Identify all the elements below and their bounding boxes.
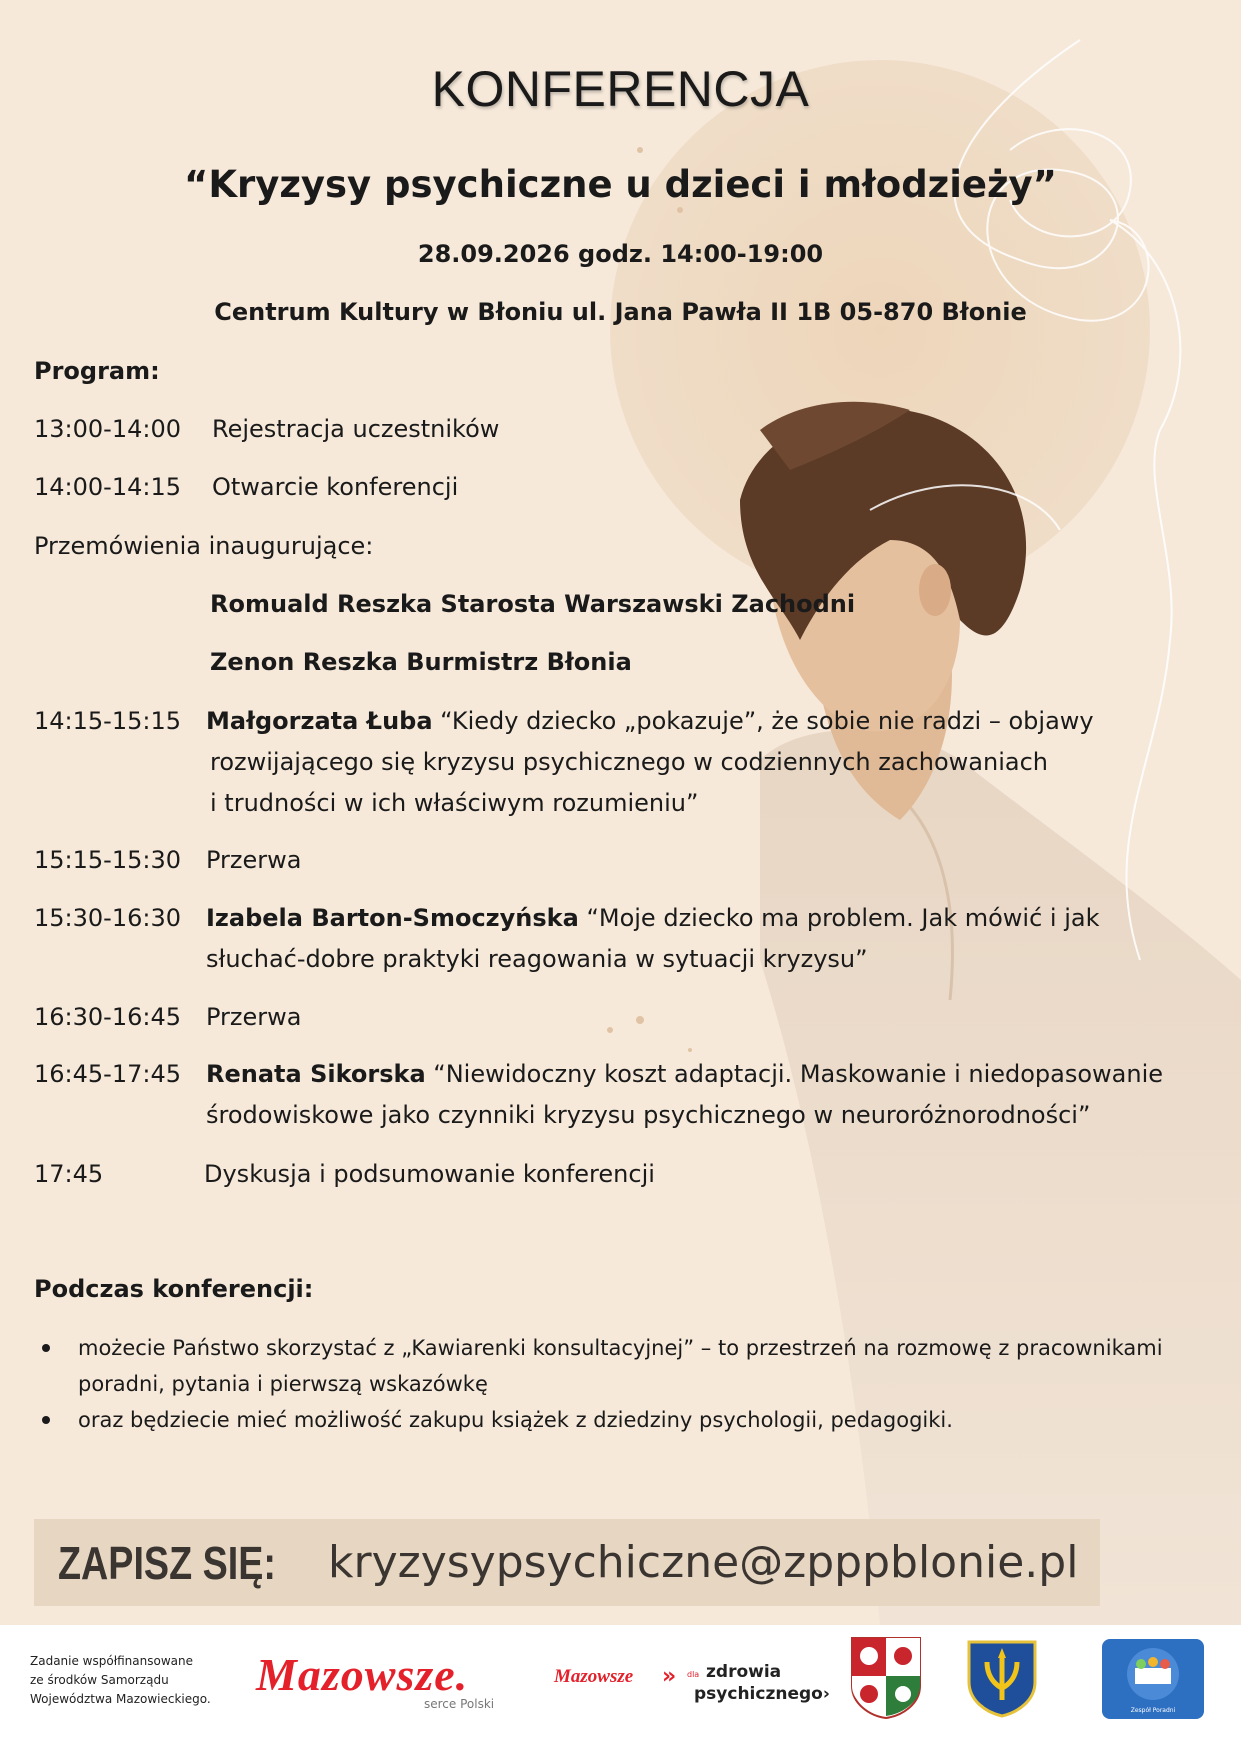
lecture-speaker: Renata Sikorska bbox=[206, 1060, 426, 1088]
signup-email-link[interactable]: kryzysypsychiczne@zpppblonie.pl bbox=[328, 1537, 1079, 1588]
program-lecture-text bbox=[206, 1054, 1206, 1136]
speaker-burmistrz: Zenon Reszka Burmistrz Błonia bbox=[210, 648, 632, 676]
lecture-speaker: Małgorzata Łuba bbox=[206, 707, 433, 735]
signup-banner bbox=[34, 1519, 1100, 1606]
mazowsze-logo: Mazowsze. bbox=[256, 1649, 469, 1700]
conference-date: 28.09.2026 godz. 14:00-19:00 bbox=[417, 240, 824, 268]
county-coat-of-arms-icon bbox=[850, 1636, 922, 1720]
campaign-small: dla bbox=[687, 1670, 700, 1679]
list-item: możecie Państwo skorzystać z „Kawiarenki konsultacyjnej” – to przestrzeń na rozmowę z pracownikami poradni, pytania i pierwszą wskazówkę bbox=[34, 1330, 1194, 1402]
program-text: Rejestracja uczestników bbox=[212, 415, 500, 443]
mazowsze-tagline: serce Polski bbox=[424, 1697, 495, 1711]
during-list bbox=[34, 1330, 1194, 1438]
school-badge-text: Zespół Poradni bbox=[1130, 1707, 1176, 1714]
lecture-title-line: “Moje dziecko ma problem. Jak mówić i jak bbox=[578, 904, 1100, 932]
conference-venue: Centrum Kultury w Błoniu ul. Jana Pawła II 1B 05-870 Błonie bbox=[214, 298, 1027, 326]
speeches-heading: Przemówienia inaugurujące: bbox=[34, 532, 374, 560]
lecture-title-line: rozwijającego się kryzysu psychicznego w codziennych zachowaniach bbox=[210, 748, 1048, 776]
funding-note-line: ze środków Samorządu bbox=[30, 1673, 169, 1687]
signup-label: ZAPISZ SIĘ: bbox=[58, 1536, 276, 1589]
town-coat-of-arms-icon bbox=[965, 1638, 1039, 1718]
lecture-title-line: i trudności w ich właściwym rozumieniu” bbox=[210, 789, 699, 817]
campaign-line1: zdrowia bbox=[706, 1662, 782, 1682]
lecture-title-line: słuchać-dobre praktyki reagowania w sytuacji kryzysu” bbox=[206, 945, 868, 973]
lecture-title-line: środowiskowe jako czynniki kryzysu psychicznego w neuroróżnorodności” bbox=[206, 1101, 1091, 1129]
program-time: 14:00-14:15 bbox=[34, 473, 181, 501]
during-heading: Podczas konferencji: bbox=[34, 1275, 314, 1303]
funding-note bbox=[30, 1652, 211, 1709]
funding-note-line: Województwa Mazowieckiego. bbox=[30, 1692, 211, 1706]
lecture-title-line: “Kiedy dziecko „pokazuje”, że sobie nie radzi – objawy bbox=[432, 707, 1094, 735]
mental-health-campaign-logo bbox=[554, 1662, 844, 1712]
program-lecture-text bbox=[206, 898, 1206, 980]
program-time: 15:15-15:30 bbox=[34, 846, 181, 874]
funding-note-line: Zadanie współfinansowane bbox=[30, 1654, 193, 1668]
program-lecture-text bbox=[206, 701, 1206, 824]
list-item: oraz będziecie mieć możliwość zakupu książek z dziedziny psychologii, pedagogiki. bbox=[34, 1402, 1194, 1438]
program-text: Dyskusja i podsumowanie konferencji bbox=[204, 1160, 655, 1188]
lecture-speaker: Izabela Barton-Smoczyńska bbox=[206, 904, 579, 932]
program-time: 16:30-16:45 bbox=[34, 1003, 181, 1031]
conference-subtitle: “Kryzysy psychiczne u dzieci i młodzieży” bbox=[184, 163, 1057, 206]
program-heading: Program: bbox=[34, 357, 160, 385]
program-time: 16:45-17:45 bbox=[34, 1060, 181, 1088]
program-time: 17:45 bbox=[34, 1160, 104, 1188]
program-text: Otwarcie konferencji bbox=[212, 473, 459, 501]
program-text: Przerwa bbox=[206, 1003, 302, 1031]
program-time: 15:30-16:30 bbox=[34, 904, 181, 932]
campaign-line2: psychicznego› bbox=[694, 1684, 830, 1704]
speaker-starosta: Romuald Reszka Starosta Warszawski Zachodni bbox=[210, 590, 856, 618]
page-title: KONFERENCJA bbox=[431, 61, 810, 117]
program-time: 13:00-14:00 bbox=[34, 415, 181, 443]
campaign-brand: Mazowsze bbox=[554, 1666, 634, 1687]
program-text: Przerwa bbox=[206, 846, 302, 874]
counselling-centre-logo-icon bbox=[1101, 1638, 1205, 1720]
campaign-arrows: » bbox=[662, 1664, 677, 1689]
program-time: 14:15-15:15 bbox=[34, 707, 181, 735]
lecture-title-line: “Niewidoczny koszt adaptacji. Maskowanie i niedopasowanie bbox=[425, 1060, 1164, 1088]
